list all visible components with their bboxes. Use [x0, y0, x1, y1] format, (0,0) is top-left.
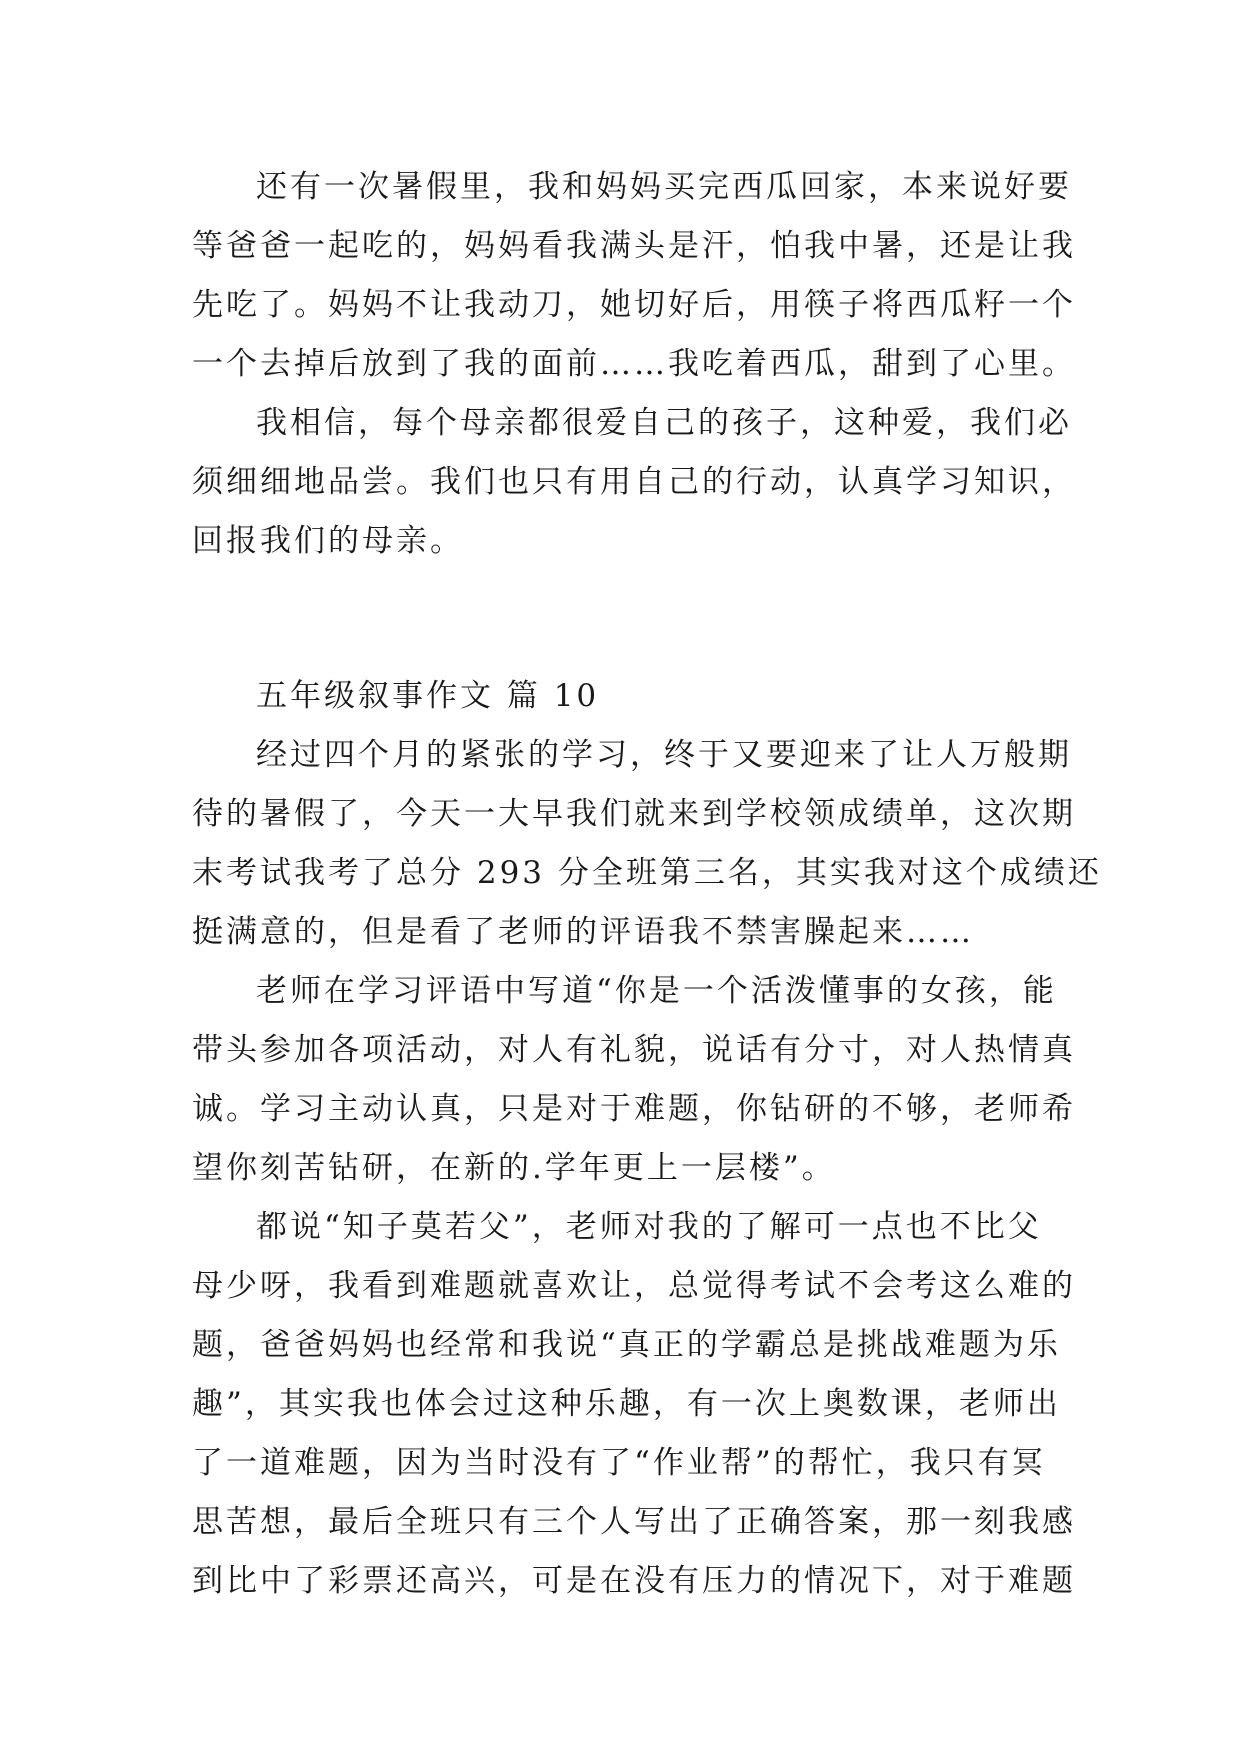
text-line: 待的暑假了，今天一大早我们就来到学校领成绩单，这次期	[192, 796, 1076, 832]
text-line: 我相信，每个母亲都很爱自己的孩子，这种爱，我们必	[256, 405, 1072, 441]
section-heading: 五年级叙事作文 篇 10	[256, 678, 600, 714]
text-line: 了一道难题，因为当时没有了“作业帮”的帮忙，我只有冥	[192, 1445, 1046, 1481]
text-line: 思苦想，最后全班只有三个人写出了正确答案，那一刻我感	[192, 1504, 1076, 1540]
text-line: 先吃了。妈妈不让我动刀，她切好后，用筷子将西瓜籽一个	[192, 287, 1076, 323]
text-line: 带头参加各项活动，对人有礼貌，说话有分寸，对人热情真	[192, 1032, 1076, 1068]
section-spacer	[192, 571, 1052, 667]
paragraph-hard-problems	[192, 1198, 1076, 1611]
text-line: 末考试我考了总分 293 分全班第三名，其实我对这个成绩还	[192, 855, 1102, 891]
text-line: 回报我们的母亲。	[192, 523, 464, 559]
text-line: 题，爸爸妈妈也经常和我说“真正的学霸总是挑战难题为乐	[192, 1327, 1061, 1363]
text-line: 都说“知子莫若父”，老师对我的了解可一点也不比父	[256, 1209, 1042, 1245]
paragraph-watermelon	[192, 158, 1076, 394]
text-line: 等爸爸一起吃的，妈妈看我满头是汗，怕我中暑，还是让我	[192, 228, 1076, 264]
text-line: 一个去掉后放到了我的面前……我吃着西瓜，甜到了心里。	[192, 346, 1076, 382]
text-line: 须细细地品尝。我们也只有用自己的行动，认真学习知识，	[192, 464, 1076, 500]
text-line: 还有一次暑假里，我和妈妈买完西瓜回家，本来说好要	[256, 169, 1072, 205]
text-line: 到比中了彩票还高兴，可是在没有压力的情况下，对于难题	[192, 1563, 1076, 1599]
text-line: 经过四个月的紧张的学习，终于又要迎来了让人万般期	[256, 737, 1072, 773]
text-line: 诚。学习主动认真，只是对于难题，你钻研的不够，老师希	[192, 1091, 1076, 1127]
text-line: 挺满意的，但是看了老师的评语我不禁害臊起来……	[192, 914, 974, 950]
document-body	[192, 158, 1102, 1611]
paragraph-summer-vacation	[192, 726, 1102, 962]
text-line: 望你刻苦钻研，在新的.学年更上一层楼”。	[192, 1150, 836, 1186]
text-line: 母少呀，我看到难题就喜欢让，总觉得考试不会考这么难的	[192, 1268, 1076, 1304]
paragraph-teacher-comment	[192, 962, 1076, 1198]
paragraph-mother-love	[192, 394, 1076, 571]
text-line: 趣”，其实我也体会过这种乐趣，有一次上奥数课，老师出	[192, 1386, 1061, 1422]
text-line: 老师在学习评语中写道“你是一个活泼懂事的女孩，能	[256, 973, 1057, 1009]
